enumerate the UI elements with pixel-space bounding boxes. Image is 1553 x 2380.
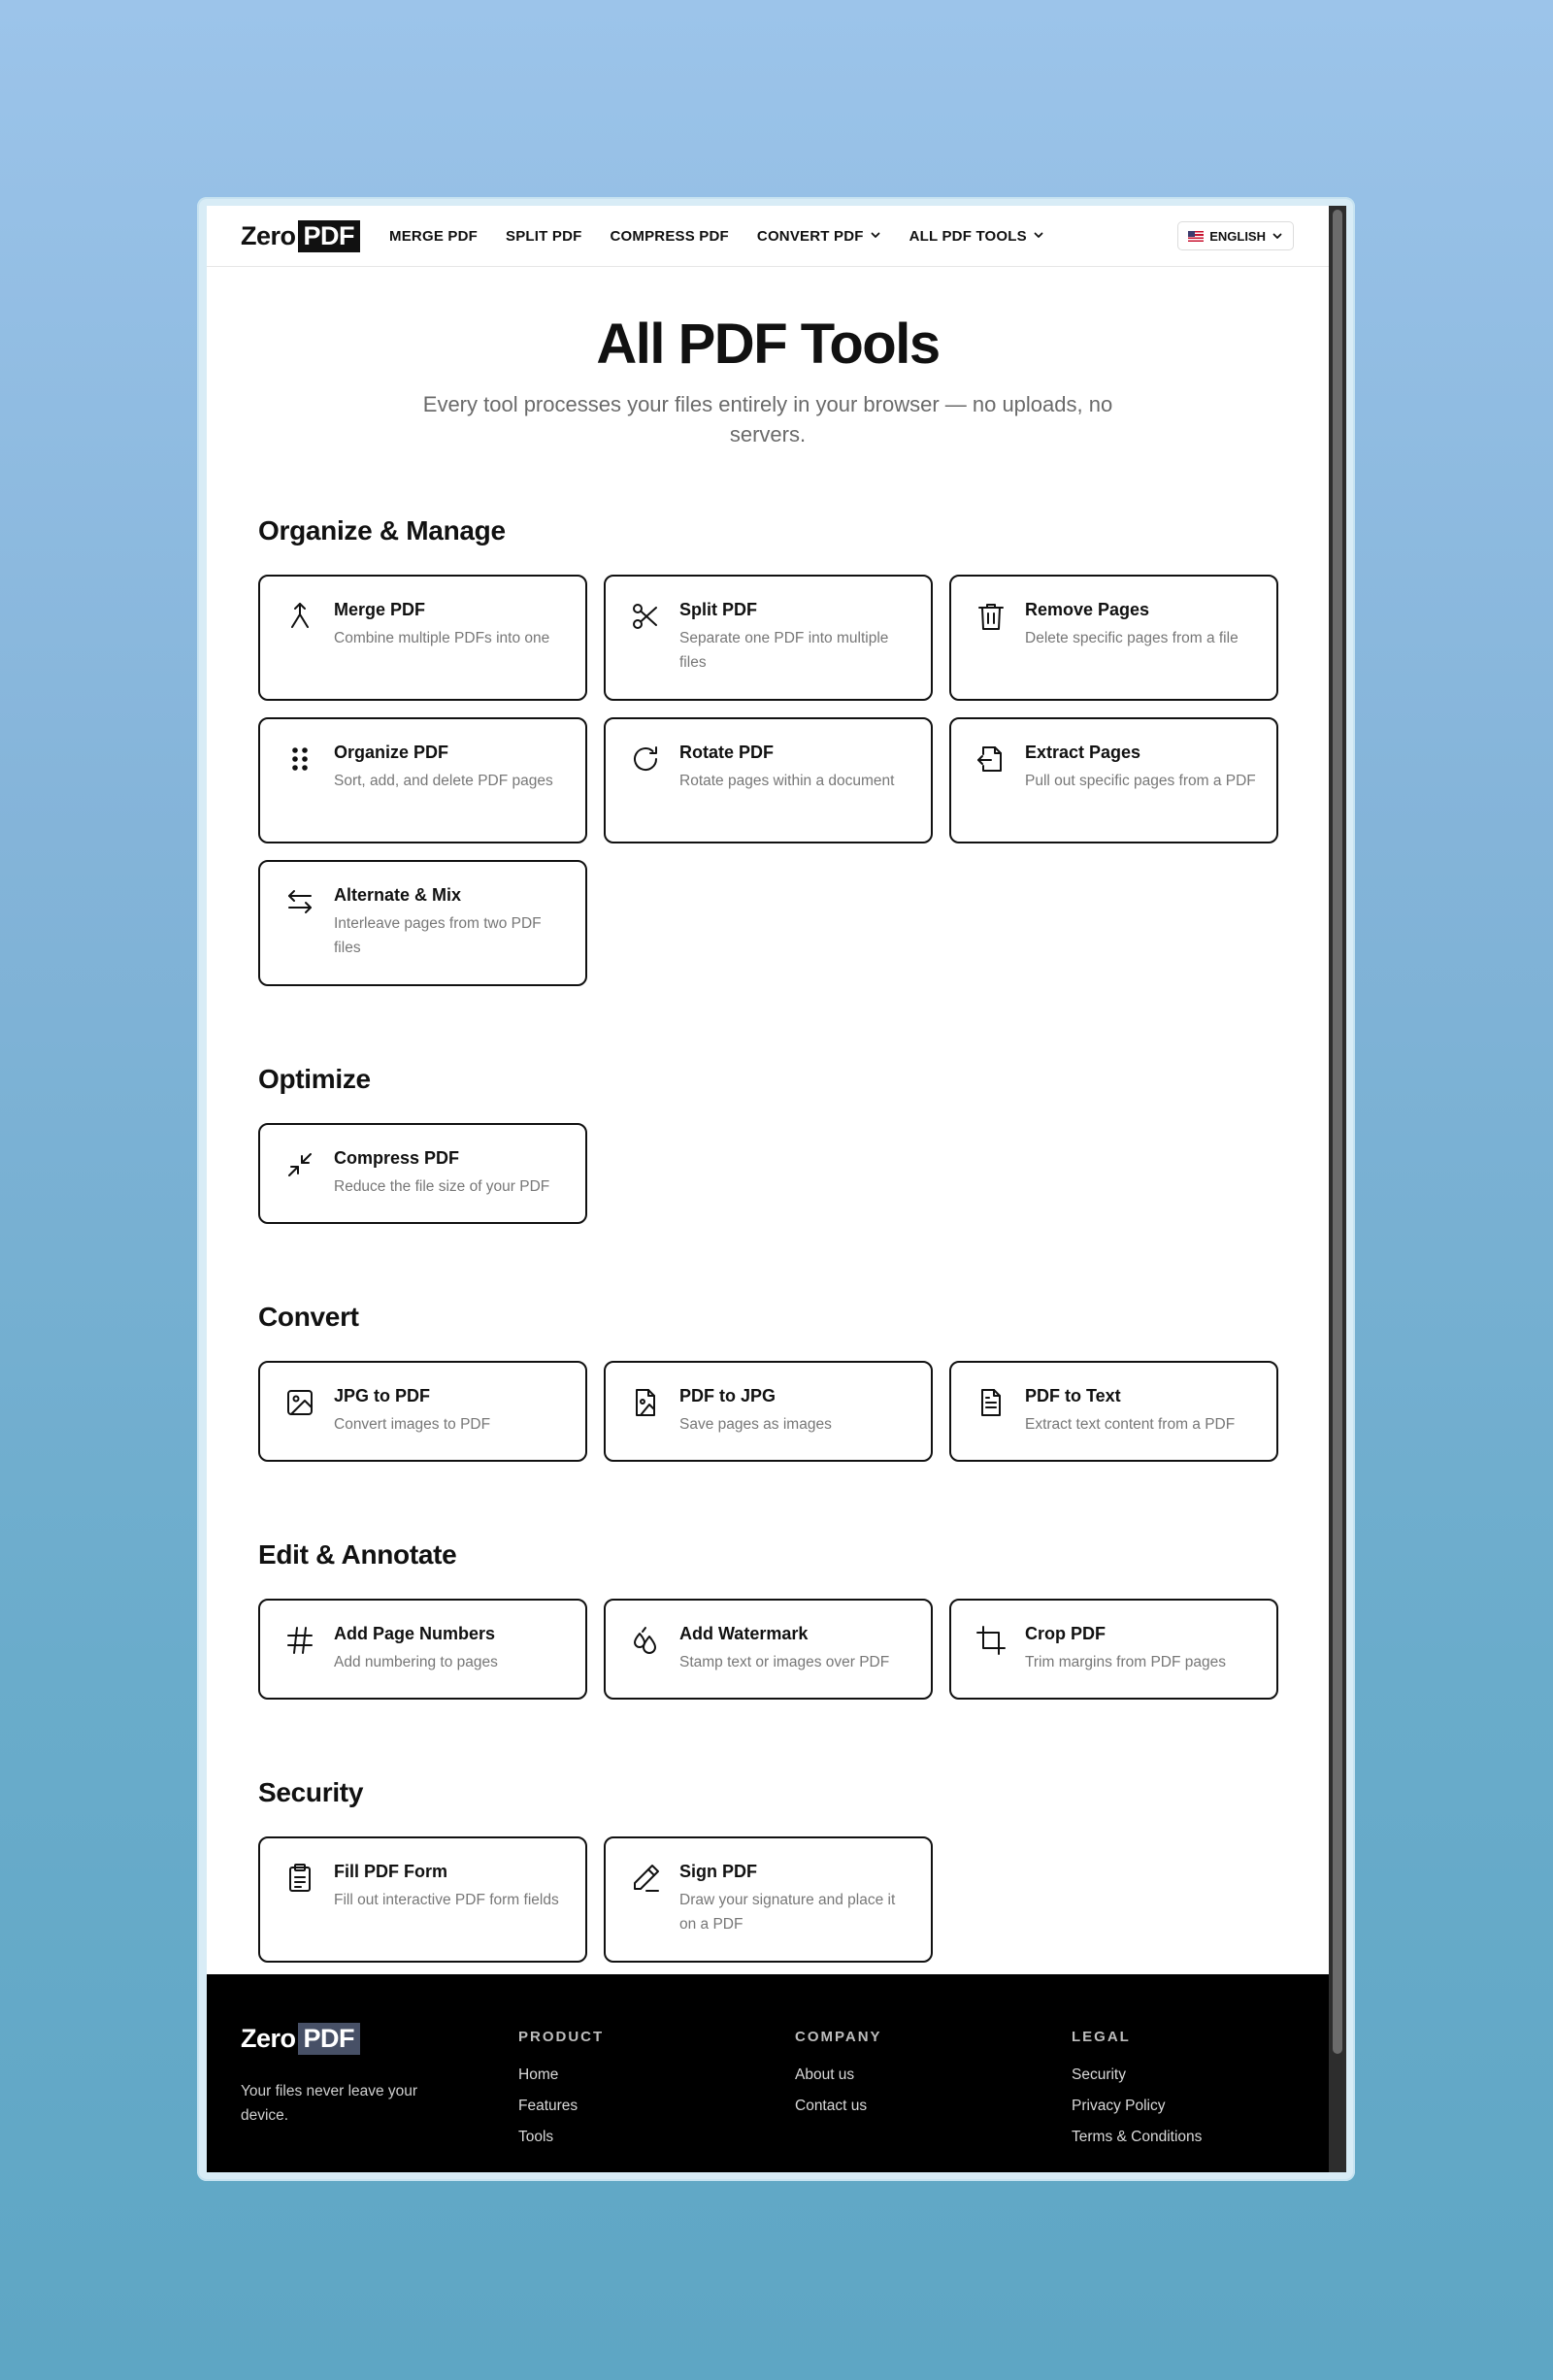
nav-label: MERGE PDF bbox=[389, 227, 478, 245]
tool-grid bbox=[258, 1123, 1329, 1224]
tool-card-text bbox=[679, 1382, 832, 1446]
tool-title: Merge PDF bbox=[334, 599, 426, 619]
tool-card-text bbox=[679, 739, 894, 828]
grip-icon bbox=[283, 743, 316, 776]
tool-title: Add Page Numbers bbox=[334, 1623, 496, 1643]
tool-card-text bbox=[1025, 596, 1239, 685]
footer-logo[interactable] bbox=[241, 2023, 360, 2055]
footer-column-product bbox=[518, 2029, 604, 2146]
tool-card-remove-pages[interactable] bbox=[949, 575, 1278, 701]
nav-label: ALL PDF TOOLS bbox=[909, 227, 1027, 245]
site-footer bbox=[207, 1974, 1329, 2172]
file-export-icon bbox=[975, 743, 1008, 776]
footer-tagline: Your files never leave your device. bbox=[241, 2083, 418, 2124]
tool-card-text bbox=[1025, 1620, 1226, 1684]
tool-card-compress-pdf[interactable] bbox=[258, 1123, 587, 1224]
browser-frame bbox=[197, 197, 1355, 2181]
tool-card-extract-pages[interactable] bbox=[949, 717, 1278, 843]
tool-title: JPG to PDF bbox=[334, 1385, 431, 1405]
tool-grid bbox=[258, 1599, 1329, 1700]
main-nav bbox=[389, 228, 1073, 245]
footer-column-company bbox=[795, 2029, 882, 2115]
footer-column-legal bbox=[1072, 2029, 1202, 2146]
shrink-icon bbox=[283, 1148, 316, 1181]
droplets-icon bbox=[629, 1624, 662, 1657]
tool-title: Fill PDF Form bbox=[334, 1861, 447, 1881]
tool-card-text bbox=[334, 1620, 498, 1684]
chevron-down-icon bbox=[1272, 230, 1283, 242]
tool-card-text bbox=[1025, 1382, 1235, 1446]
tool-card-fill-pdf-form[interactable] bbox=[258, 1836, 587, 1963]
trash-icon bbox=[975, 600, 1008, 633]
chevron-down-icon bbox=[1033, 228, 1044, 245]
tool-title: Split PDF bbox=[679, 599, 757, 619]
nav-convert-pdf[interactable] bbox=[757, 228, 881, 245]
tool-card-text bbox=[334, 739, 553, 828]
tool-description: Combine multiple PDFs into one bbox=[334, 629, 550, 646]
tool-title: Crop PDF bbox=[1025, 1623, 1106, 1643]
tool-card-split-pdf[interactable] bbox=[604, 575, 933, 701]
page-title: All PDF Tools bbox=[596, 313, 940, 376]
tool-card-sign-pdf[interactable] bbox=[604, 1836, 933, 1963]
footer-logo-pdf: PDF bbox=[298, 2023, 361, 2055]
tool-description: Save pages as images bbox=[679, 1415, 832, 1433]
scrollbar[interactable] bbox=[1329, 206, 1346, 2172]
tool-card-text bbox=[679, 1858, 911, 1947]
tool-title: Extract Pages bbox=[1025, 742, 1141, 762]
tool-description: Convert images to PDF bbox=[334, 1415, 491, 1433]
tool-card-pdf-to-text[interactable] bbox=[949, 1361, 1278, 1462]
tool-grid bbox=[258, 1361, 1329, 1462]
tool-title: Alternate & Mix bbox=[334, 884, 462, 905]
footer-link-terms-and-conditions[interactable]: Terms & Conditions bbox=[1072, 2129, 1203, 2145]
hash-icon bbox=[283, 1624, 316, 1657]
tool-title: Add Watermark bbox=[679, 1623, 809, 1643]
tool-title: PDF to JPG bbox=[679, 1385, 776, 1405]
logo[interactable] bbox=[241, 220, 360, 252]
nav-label: SPLIT PDF bbox=[506, 227, 582, 245]
tool-description: Delete specific pages from a file bbox=[1025, 629, 1239, 646]
tool-title: Organize PDF bbox=[334, 742, 449, 762]
tool-title: Remove Pages bbox=[1025, 599, 1150, 619]
browser-window bbox=[207, 206, 1346, 2172]
page-content bbox=[207, 206, 1329, 2172]
footer-logo-zero: Zero bbox=[241, 2024, 296, 2053]
section-title: Organize & Manage bbox=[258, 514, 506, 545]
tool-description: Trim margins from PDF pages bbox=[1025, 1653, 1226, 1670]
footer-link-security[interactable]: Security bbox=[1072, 2066, 1126, 2083]
crop-icon bbox=[975, 1624, 1008, 1657]
tool-description: Stamp text or images over PDF bbox=[679, 1653, 890, 1670]
footer-link-contact-us[interactable]: Contact us bbox=[795, 2098, 868, 2114]
tool-card-crop-pdf[interactable] bbox=[949, 1599, 1278, 1700]
nav-compress-pdf[interactable] bbox=[610, 228, 728, 245]
nav-label: CONVERT PDF bbox=[756, 227, 864, 245]
tool-card-text bbox=[334, 1382, 490, 1446]
chevron-down-icon bbox=[870, 228, 881, 245]
tool-description: Interleave pages from two PDF files bbox=[334, 914, 542, 956]
tool-description: Rotate pages within a document bbox=[679, 772, 895, 789]
tool-card-text bbox=[1025, 739, 1256, 828]
tool-card-text bbox=[679, 1620, 889, 1684]
tool-card-text bbox=[334, 1858, 559, 1947]
footer-column-heading: LEGAL bbox=[1072, 2029, 1131, 2045]
tool-grid bbox=[258, 575, 1329, 986]
merge-icon bbox=[283, 600, 316, 633]
tool-description: Fill out interactive PDF form fields bbox=[334, 1891, 559, 1908]
us-flag-icon bbox=[1188, 231, 1204, 242]
tool-card-add-page-numbers[interactable] bbox=[258, 1599, 587, 1700]
tool-description: Pull out specific pages from a PDF bbox=[1025, 772, 1256, 789]
arrows-swap-icon bbox=[283, 885, 316, 918]
tool-card-pdf-to-jpg[interactable] bbox=[604, 1361, 933, 1462]
footer-link-features[interactable]: Features bbox=[518, 2098, 578, 2114]
tool-card-alternate-and-mix[interactable] bbox=[258, 860, 587, 986]
tool-description: Draw your signature and place it on a PDF bbox=[679, 1891, 896, 1933]
language-selector[interactable] bbox=[1177, 221, 1294, 250]
page-subtitle: Every tool processes your files entirely in your browser — no uploads, no servers. bbox=[422, 391, 1113, 446]
tool-card-text bbox=[679, 596, 911, 685]
section-security bbox=[207, 1777, 1329, 1963]
footer-link-tools[interactable]: Tools bbox=[518, 2129, 554, 2145]
nav-label: COMPRESS PDF bbox=[610, 227, 729, 245]
pen-icon bbox=[629, 1862, 662, 1895]
tool-card-add-watermark[interactable] bbox=[604, 1599, 933, 1700]
section-title: Convert bbox=[258, 1301, 359, 1332]
tool-grid bbox=[258, 1836, 1329, 1963]
language-label: ENGLISH bbox=[1209, 228, 1266, 244]
tool-description: Add numbering to pages bbox=[334, 1653, 498, 1670]
rotate-icon bbox=[629, 743, 662, 776]
tool-title: Rotate PDF bbox=[679, 742, 775, 762]
hero bbox=[207, 267, 1329, 449]
clipboard-icon bbox=[283, 1862, 316, 1895]
section-title: Optimize bbox=[258, 1063, 371, 1094]
tool-description: Separate one PDF into multiple files bbox=[679, 629, 889, 671]
nav-all-pdf-tools[interactable] bbox=[909, 228, 1044, 245]
tool-card-text bbox=[334, 596, 549, 685]
footer-link-about-us[interactable]: About us bbox=[795, 2066, 855, 2083]
section-edit-and-annotate bbox=[207, 1539, 1329, 1700]
tool-card-merge-pdf[interactable] bbox=[258, 575, 587, 701]
section-organize-and-manage bbox=[207, 515, 1329, 986]
section-title: Security bbox=[258, 1776, 364, 1807]
footer-column-heading: COMPANY bbox=[795, 2029, 882, 2045]
logo-zero: Zero bbox=[241, 220, 296, 250]
tool-title: Compress PDF bbox=[334, 1147, 460, 1168]
footer-column-heading: PRODUCT bbox=[518, 2029, 605, 2045]
footer-link-home[interactable]: Home bbox=[518, 2066, 559, 2083]
tool-card-rotate-pdf[interactable] bbox=[604, 717, 933, 843]
tool-description: Reduce the file size of your PDF bbox=[334, 1177, 550, 1195]
section-title: Edit & Annotate bbox=[258, 1538, 457, 1570]
tool-sections bbox=[207, 515, 1329, 1963]
tool-title: Sign PDF bbox=[679, 1861, 757, 1881]
tool-title: PDF to Text bbox=[1025, 1385, 1121, 1405]
nav-split-pdf[interactable] bbox=[506, 228, 581, 245]
scrollbar-thumb[interactable] bbox=[1333, 210, 1342, 2054]
tool-card-text bbox=[334, 881, 566, 971]
tool-description: Extract text content from a PDF bbox=[1025, 1415, 1236, 1433]
section-convert bbox=[207, 1302, 1329, 1462]
tool-card-organize-pdf[interactable] bbox=[258, 717, 587, 843]
tool-description: Sort, add, and delete PDF pages bbox=[334, 772, 553, 789]
nav-merge-pdf[interactable] bbox=[389, 228, 478, 245]
tool-card-text bbox=[334, 1144, 549, 1208]
site-header bbox=[207, 206, 1329, 267]
file-text-icon bbox=[975, 1386, 1008, 1419]
tool-card-jpg-to-pdf[interactable] bbox=[258, 1361, 587, 1462]
image-icon bbox=[283, 1386, 316, 1419]
file-image-icon bbox=[629, 1386, 662, 1419]
footer-link-privacy-policy[interactable]: Privacy Policy bbox=[1072, 2098, 1166, 2114]
scissors-icon bbox=[629, 600, 662, 633]
logo-pdf: PDF bbox=[298, 220, 361, 252]
section-optimize bbox=[207, 1064, 1329, 1224]
